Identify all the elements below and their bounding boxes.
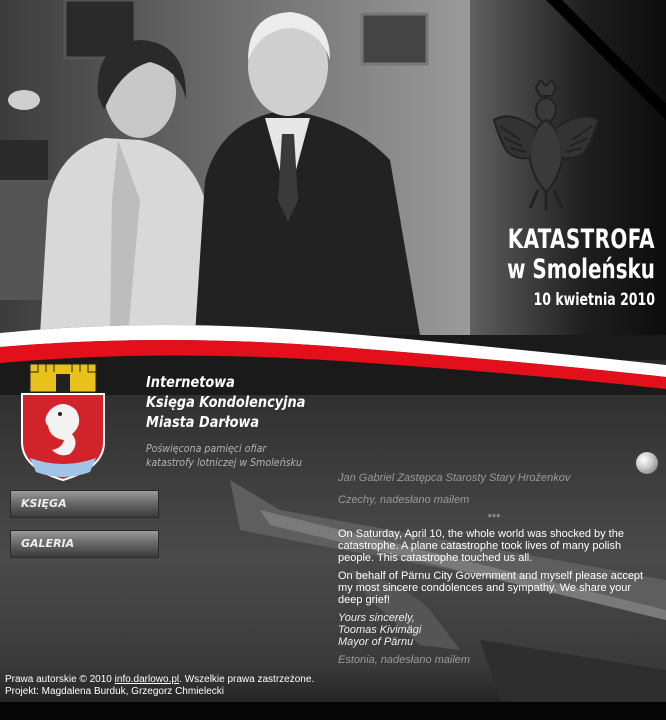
footer-copyright-prefix: Prawa autorskie © 2010 (5, 674, 112, 685)
condolence-entries[interactable] (338, 472, 650, 668)
site-title-line1: Internetowa (146, 373, 235, 391)
site-subtitle-line2: katastrofy lotniczej w Smoleńsku (146, 456, 303, 469)
footer-project: Projekt: Magdalena Burduk, Grzegorz Chmielecki (5, 686, 224, 697)
site-title-line3: Miasta Darłowa (146, 413, 260, 431)
site-title-line2: Księga Kondolencyjna (146, 393, 306, 411)
entry-separator: *** (487, 512, 501, 524)
entry-cut-line: Jan Gabriel Zastępca Starosty Stary Hroženkov (338, 472, 571, 484)
entry-paragraph: On behalf of Pärnu City Government and myself please accept my most sincere condolences and sympathy. We share your deep grief! (338, 570, 644, 606)
entry-paragraph: On Saturday, April 10, the whole world was shocked by the catastrophe. A plane catastrophe took lives of many polish people. This catastrophe touched us all. (338, 528, 624, 564)
site-subtitle (146, 442, 302, 470)
footer-copyright (5, 674, 314, 686)
entry-signature-line: Yours sincerely, (338, 612, 415, 624)
entry-signature-line: Mayor of Pärnu (338, 636, 414, 648)
entry-source: Czechy, nadesłano mailem (338, 494, 470, 506)
eagle-emblem-icon (490, 80, 602, 210)
presidential-couple-photo (0, 0, 470, 335)
entry-signature (338, 612, 650, 648)
nav-galeria-button[interactable]: GALERIA (10, 530, 159, 558)
coat-of-arms-icon (20, 362, 106, 482)
banner-title (455, 225, 655, 313)
site-title (146, 372, 305, 432)
entry-source: Estonia, nadesłano mailem (338, 654, 471, 666)
footer-email-link[interactable]: info.darlowo.pl (114, 674, 180, 685)
banner-title-line2: w Smoleńsku (507, 254, 655, 285)
footer (5, 674, 314, 698)
entry-signature-line: Toomas Kivimägi (338, 624, 422, 636)
banner-date: 10 kwietnia 2010 (533, 290, 655, 310)
site-subtitle-line1: Poświęcona pamięci ofiar (146, 442, 267, 455)
bottom-bar (0, 702, 666, 720)
header-banner (0, 0, 666, 335)
nav-ksiega-button[interactable]: KSIĘGA (10, 490, 159, 518)
footer-copyright-suffix: . Wszelkie prawa zastrzeżone. (179, 674, 315, 685)
scroll-knob-icon[interactable] (636, 452, 658, 474)
banner-title-line1: KATASTROFA (507, 224, 655, 255)
